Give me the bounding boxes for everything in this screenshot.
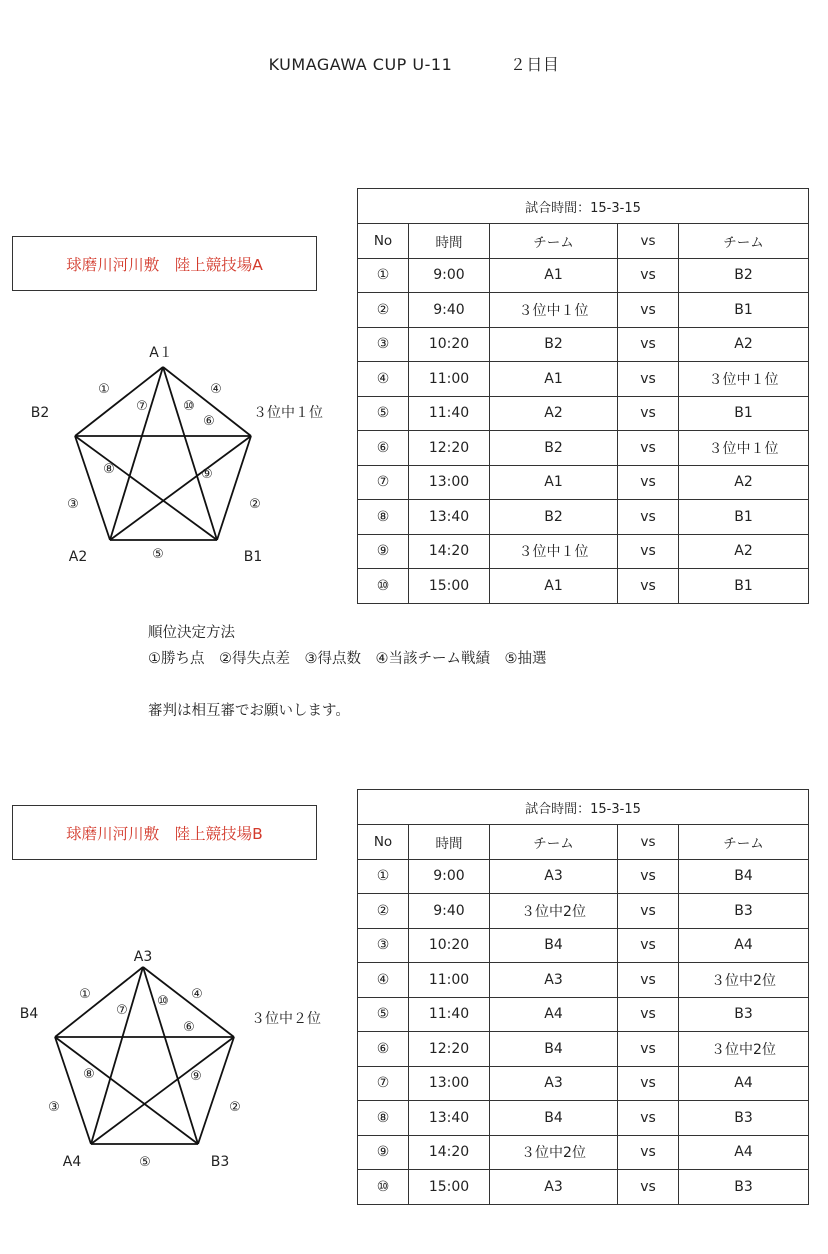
table-row (358, 1101, 809, 1136)
match-number-label: ⑥ (183, 1020, 195, 1035)
cell-no: ⑩ (358, 569, 409, 604)
cell-vs: vs (618, 997, 679, 1032)
table-row (358, 500, 809, 535)
cell-no: ⑨ (358, 1135, 409, 1170)
cell-team1: A3 (490, 1170, 618, 1205)
diagram-edge (75, 436, 110, 540)
cell-team1: A3 (490, 963, 618, 998)
header-team2: チーム (679, 825, 809, 860)
match-number-label: ③ (48, 1100, 60, 1115)
cell-team1: ３位中１位 (490, 293, 618, 328)
cell-no: ⑤ (358, 997, 409, 1032)
diagram-edge (55, 1037, 198, 1144)
cell-time: 10:20 (409, 928, 490, 963)
cell-team2: B1 (679, 396, 809, 431)
cell-team2: A2 (679, 327, 809, 362)
cell-vs: vs (618, 1066, 679, 1101)
cell-vs: vs (618, 894, 679, 929)
cell-vs: vs (618, 431, 679, 466)
cell-team1: ３位中１位 (490, 534, 618, 569)
header-team1: チーム (490, 224, 618, 259)
match-number-label: ⑦ (116, 1003, 128, 1018)
cell-team1: A2 (490, 396, 618, 431)
cell-vs: vs (618, 569, 679, 604)
cell-team2: B2 (679, 258, 809, 293)
cell-no: ⑤ (358, 396, 409, 431)
cell-no: ⑩ (358, 1170, 409, 1205)
table-row (358, 963, 809, 998)
cup-title: KUMAGAWA CUP U-11 (268, 55, 453, 74)
diagram-edge (55, 967, 143, 1037)
table-row (358, 997, 809, 1032)
cell-team1: A1 (490, 362, 618, 397)
cell-time: 13:40 (409, 1101, 490, 1136)
header-vs: vs (618, 825, 679, 860)
venue-a-box: 球磨川河川敷 陸上競技場A (12, 236, 317, 291)
table-row (358, 1066, 809, 1101)
cell-vs: vs (618, 258, 679, 293)
cell-team1: B2 (490, 327, 618, 362)
table-row (358, 327, 809, 362)
diagram-edge (198, 1037, 234, 1144)
cell-team1: B4 (490, 1032, 618, 1067)
cell-no: ⑧ (358, 500, 409, 535)
vertex-label-bottom-left: A2 (68, 549, 88, 565)
cell-team1: A3 (490, 859, 618, 894)
vertex-label-right: ３位中１位 (253, 405, 323, 421)
cell-team1: A4 (490, 997, 618, 1032)
table-row (358, 431, 809, 466)
match-number-label: ⑥ (203, 414, 215, 429)
table-row (358, 1032, 809, 1067)
cell-team2: ３位中１位 (679, 362, 809, 397)
cell-time: 9:00 (409, 258, 490, 293)
header-time: 時間 (409, 825, 490, 860)
cell-time: 15:00 (409, 569, 490, 604)
cell-no: ⑨ (358, 534, 409, 569)
cell-team1: B4 (490, 928, 618, 963)
cell-team1: A1 (490, 465, 618, 500)
cell-time: 11:40 (409, 396, 490, 431)
schedule-table-a (357, 188, 809, 604)
match-number-label: ⑤ (152, 547, 164, 562)
cell-vs: vs (618, 859, 679, 894)
vertex-label-left: B4 (19, 1006, 39, 1022)
cell-vs: vs (618, 928, 679, 963)
match-number-label: ④ (210, 382, 222, 397)
match-number-label: ① (98, 382, 110, 397)
cell-time: 13:00 (409, 465, 490, 500)
table-caption-row (358, 189, 809, 224)
cell-team2: B4 (679, 859, 809, 894)
cell-vs: vs (618, 1101, 679, 1136)
cell-no: ④ (358, 963, 409, 998)
cell-team2: A4 (679, 928, 809, 963)
cell-vs: vs (618, 362, 679, 397)
match-number-label: ④ (191, 987, 203, 1002)
referee-note: 審判は相互審でお願いします。 (148, 703, 350, 719)
table-row (358, 465, 809, 500)
match-number-label: ③ (67, 497, 79, 512)
vertex-label-bottom-right: B3 (210, 1154, 230, 1170)
header-no: No (358, 825, 409, 860)
cell-time: 11:00 (409, 963, 490, 998)
diagram-edge (110, 367, 163, 540)
cell-time: 9:40 (409, 293, 490, 328)
cell-no: ③ (358, 928, 409, 963)
diagram-edge (217, 436, 251, 540)
cell-team2: B3 (679, 894, 809, 929)
match-number-label: ⑤ (139, 1155, 151, 1170)
cell-team2: B3 (679, 1170, 809, 1205)
match-number-label: ⑧ (103, 462, 115, 477)
match-number-label: ⑩ (157, 994, 169, 1009)
cell-time: 11:40 (409, 997, 490, 1032)
cell-team1: ３位中2位 (490, 894, 618, 929)
match-time-caption: 試合時間：15-3-15 (358, 790, 809, 825)
cell-team2: A4 (679, 1135, 809, 1170)
diagram-edge (91, 967, 143, 1144)
cell-time: 11:00 (409, 362, 490, 397)
table-row (358, 569, 809, 604)
table-row (358, 293, 809, 328)
cell-vs: vs (618, 465, 679, 500)
cell-team2: B1 (679, 500, 809, 535)
table-row (358, 534, 809, 569)
schedule-table-b (357, 789, 809, 1205)
day-label: ２日目 (509, 55, 560, 74)
diagram-edge (163, 367, 217, 540)
cell-time: 9:40 (409, 894, 490, 929)
table-row (358, 258, 809, 293)
cell-team1: B2 (490, 431, 618, 466)
table-row (358, 859, 809, 894)
cell-team2: A4 (679, 1066, 809, 1101)
vertex-label-bottom-left: A4 (62, 1154, 82, 1170)
cell-no: ⑦ (358, 1066, 409, 1101)
cell-time: 14:20 (409, 1135, 490, 1170)
venue-b-box: 球磨川河川敷 陸上競技場B (12, 805, 317, 860)
vertex-label-left: B2 (30, 405, 50, 421)
table-row (358, 362, 809, 397)
table-row (358, 396, 809, 431)
ranking-rules (148, 620, 547, 672)
cell-time: 13:40 (409, 500, 490, 535)
cell-vs: vs (618, 1135, 679, 1170)
match-time-caption: 試合時間：15-3-15 (358, 189, 809, 224)
match-number-label: ⑨ (201, 467, 213, 482)
cell-time: 15:00 (409, 1170, 490, 1205)
header-no: No (358, 224, 409, 259)
cell-vs: vs (618, 396, 679, 431)
cell-team1: ３位中2位 (490, 1135, 618, 1170)
cell-no: ① (358, 859, 409, 894)
match-number-label: ① (79, 987, 91, 1002)
round-robin-diagram-a (0, 330, 340, 570)
cell-vs: vs (618, 534, 679, 569)
match-number-label: ② (249, 497, 261, 512)
header-vs: vs (618, 224, 679, 259)
cell-team2: ３位中2位 (679, 963, 809, 998)
vertex-label-top: A１ (149, 345, 173, 361)
cell-team1: A1 (490, 569, 618, 604)
table-row (358, 1135, 809, 1170)
vertex-label-top: A3 (133, 949, 153, 965)
diagram-edge (110, 436, 251, 540)
table-row (358, 894, 809, 929)
cell-time: 13:00 (409, 1066, 490, 1101)
cell-team2: ３位中１位 (679, 431, 809, 466)
match-number-label: ⑨ (190, 1069, 202, 1084)
cell-no: ④ (358, 362, 409, 397)
diagram-edge (91, 1037, 234, 1144)
cell-no: ⑥ (358, 431, 409, 466)
cell-vs: vs (618, 1170, 679, 1205)
header-time: 時間 (409, 224, 490, 259)
cell-team2: A2 (679, 534, 809, 569)
match-number-label: ⑦ (136, 399, 148, 414)
cell-vs: vs (618, 293, 679, 328)
cell-vs: vs (618, 1032, 679, 1067)
cell-time: 14:20 (409, 534, 490, 569)
cell-team2: A2 (679, 465, 809, 500)
table-header-row (358, 825, 809, 860)
cell-vs: vs (618, 963, 679, 998)
cell-time: 12:20 (409, 431, 490, 466)
diagram-edge (143, 967, 198, 1144)
cell-team2: B3 (679, 1101, 809, 1136)
cell-time: 12:20 (409, 1032, 490, 1067)
diagram-edge (75, 436, 217, 540)
cell-no: ② (358, 293, 409, 328)
ranking-criteria: ①勝ち点 ②得失点差 ③得点数 ④当該チーム戦績 ⑤抽選 (148, 651, 547, 667)
ranking-heading: 順位決定方法 (148, 625, 235, 641)
cell-vs: vs (618, 327, 679, 362)
cell-team2: B1 (679, 293, 809, 328)
cell-time: 9:00 (409, 859, 490, 894)
round-robin-diagram-b (0, 940, 340, 1180)
diagram-edge (75, 367, 163, 436)
cell-no: ① (358, 258, 409, 293)
header-team1: チーム (490, 825, 618, 860)
cell-team2: B3 (679, 997, 809, 1032)
header-team2: チーム (679, 224, 809, 259)
diagram-edge (55, 1037, 91, 1144)
match-number-label: ② (229, 1100, 241, 1115)
match-number-label: ⑩ (183, 399, 195, 414)
cell-vs: vs (618, 500, 679, 535)
table-row (358, 1170, 809, 1205)
table-header-row (358, 224, 809, 259)
vertex-label-right: ３位中２位 (251, 1011, 321, 1027)
match-number-label: ⑧ (83, 1067, 95, 1082)
cell-no: ⑧ (358, 1101, 409, 1136)
cell-team1: A3 (490, 1066, 618, 1101)
cell-no: ② (358, 894, 409, 929)
document-title (0, 52, 828, 75)
cell-team1: B2 (490, 500, 618, 535)
cell-time: 10:20 (409, 327, 490, 362)
table-row (358, 928, 809, 963)
cell-no: ⑦ (358, 465, 409, 500)
cell-team2: ３位中2位 (679, 1032, 809, 1067)
cell-no: ③ (358, 327, 409, 362)
table-caption-row (358, 790, 809, 825)
cell-team2: B1 (679, 569, 809, 604)
cell-team1: B4 (490, 1101, 618, 1136)
cell-no: ⑥ (358, 1032, 409, 1067)
cell-team1: A1 (490, 258, 618, 293)
vertex-label-bottom-right: B1 (243, 549, 263, 565)
